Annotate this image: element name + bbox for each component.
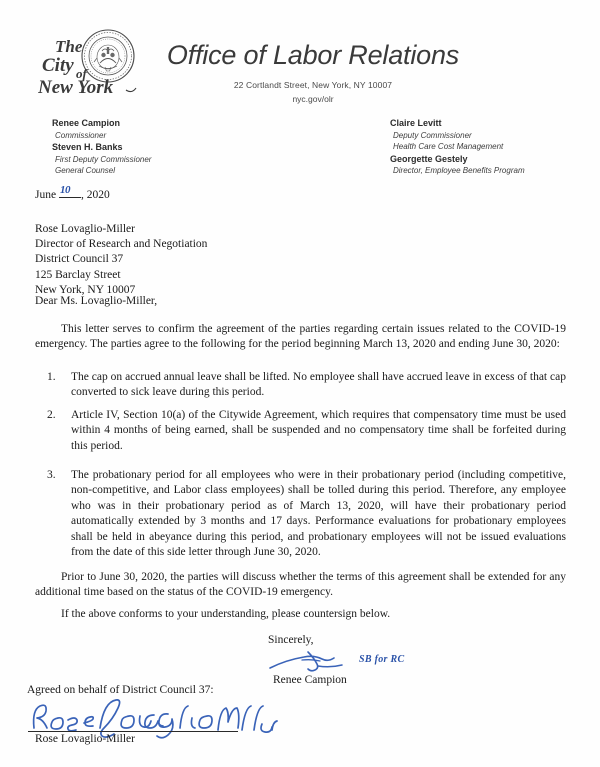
countersign-paragraph-text: If the above conforms to your understanding, please countersign below.	[61, 608, 391, 620]
organization-address: 22 Cortlandt Street, New York, NY 10007	[233, 80, 393, 90]
official-name: Steven H. Banks	[52, 142, 123, 152]
logo-of: of	[76, 66, 87, 81]
prior-paragraph	[35, 570, 566, 601]
list-item	[35, 370, 566, 401]
intro-paragraph	[35, 322, 566, 353]
recipient-city-state-zip: New York, NY 10007	[35, 283, 136, 296]
list-item-text: Article IV, Section 10(a) of the Citywide Agreement, which requires that compensatory time must be used within 4 months of being earned, shall be suspended and no compensatory time shall be forfeited during this period.	[71, 409, 566, 452]
official-role: First Deputy Commissioner	[55, 154, 152, 164]
countersign-paragraph	[35, 607, 566, 622]
logo-city: City	[42, 55, 74, 76]
list-item-text: The probationary period for all employees who were in their probationary period (including competitive, non-competitive, and Labor class employees) shall be tolled during this period. Therefore, any employee who was in their probationary period as of March 13, 2020, will have their probationary period automatically extended by 3 months and 17 days. Performance evaluations for probationary employees shall be held in abeyance during this period, and probationary employees will not be issued evaluations from the date of this side letter through June 30, 2020.	[71, 469, 566, 559]
list-item-number: 2.	[47, 409, 56, 421]
countersign-rule	[28, 731, 238, 732]
official-role: Director, Employee Benefits Program	[393, 166, 525, 175]
agreement-item-1	[35, 370, 566, 401]
agreement-item-2	[35, 408, 566, 454]
logo-the: The	[55, 37, 83, 56]
closing-salutation: Sincerely,	[268, 634, 314, 646]
date-year: , 2020	[80, 189, 110, 201]
date-blank-fill	[59, 186, 81, 198]
list-item	[35, 408, 566, 454]
officials-block	[0, 117, 600, 179]
signer-name: Renee Campion	[273, 674, 347, 686]
letterhead	[0, 26, 600, 112]
recipient-name: Rose Lovaglio-Miller	[35, 223, 135, 235]
agreement-item-3	[35, 468, 566, 560]
officials-left-column	[52, 117, 151, 177]
recipient-title: Director of Research and Negotiation	[35, 238, 208, 251]
official-role: General Counsel	[55, 166, 116, 175]
organization-title: Office of Labor Relations	[166, 40, 460, 70]
intro-paragraph-text: This letter serves to confirm the agreement of the parties regarding certain issues related to the COVID-19 emergency. The parties agree to the following for the period beginning March 13, 2020 and ending June 30, 2020:	[35, 323, 566, 351]
date-month: June	[35, 189, 57, 201]
recipient-organization: District Council 37	[35, 253, 124, 266]
nyc-seal-icon	[38, 26, 146, 106]
official-role: Commissioner	[55, 130, 107, 140]
list-item-number: 1.	[47, 371, 56, 383]
list-item	[35, 468, 566, 560]
recipient-street: 125 Barclay Street	[35, 268, 121, 281]
list-item-number: 3.	[47, 469, 56, 481]
agreed-on-behalf-line: Agreed on behalf of District Council 37:	[27, 684, 214, 696]
official-name: Claire Levitt	[390, 118, 442, 128]
signature-campion	[262, 648, 462, 676]
official-name: Georgette Gestely	[390, 153, 468, 164]
countersigner-name: Rose Lovaglio-Miller	[35, 733, 135, 745]
prior-paragraph-text: Prior to June 30, 2020, the parties will discuss whether the terms of this agreement shall be extended for any additional time based on the status of the COVID-19 emergency.	[35, 571, 566, 599]
recipient-address-block	[35, 222, 207, 298]
city-of-new-york-logo	[38, 26, 146, 106]
official-role: Health Care Cost Management	[393, 142, 504, 151]
salutation: Dear Ms. Lovaglio-Miller,	[35, 295, 158, 307]
list-item-text: The cap on accrued annual leave shall be lifted. No employee shall have accrued leave in excess of that cap converted to sick leave during this period.	[71, 371, 566, 399]
logo-newyork: New York	[38, 77, 114, 98]
handwritten-date-day: 10	[59, 184, 70, 196]
official-name: Renee Campion	[52, 118, 121, 128]
officials-right-column	[390, 117, 525, 177]
organization-website: nyc.gov/olr	[292, 94, 334, 104]
signature-initials-annotation: SB for RC	[359, 654, 405, 665]
letter-date	[35, 186, 110, 201]
official-role: Deputy Commissioner	[393, 130, 472, 140]
